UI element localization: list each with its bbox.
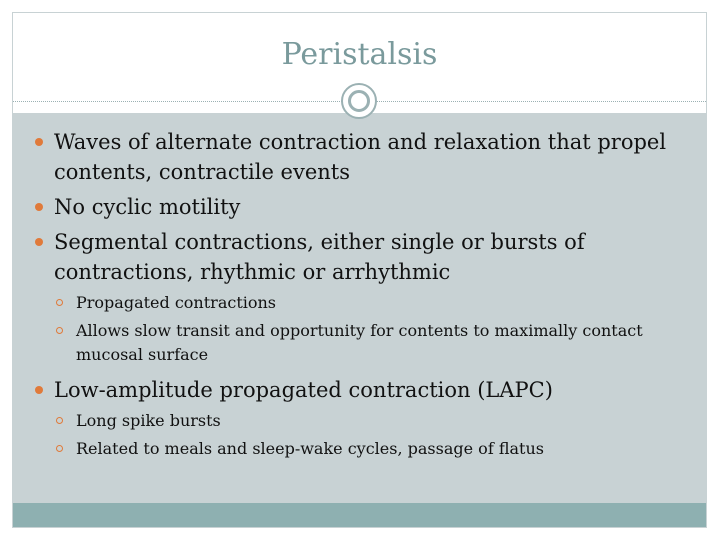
bullet-dot-icon — [35, 386, 43, 394]
bullet-text: No cyclic motility — [54, 195, 241, 219]
sub-bullet-item — [54, 291, 685, 315]
inner-ring-icon — [348, 90, 370, 112]
bottom-bar — [13, 503, 706, 527]
sub-bullet-text: Allows slow transit and opportunity for contents to maximally contact mucosal surface — [76, 321, 643, 364]
ring-bullet-icon — [56, 299, 63, 306]
ring-bullet-icon — [56, 445, 63, 452]
bullet-dot-icon — [35, 238, 43, 246]
bullet-text: Segmental contractions, either single or bursts of contractions, rhythmic or arrhythmic — [54, 230, 585, 284]
content-area — [13, 113, 706, 503]
sub-bullet-item — [54, 319, 685, 367]
sub-bullet-text: Propagated contractions — [76, 293, 277, 312]
sub-bullet-list — [54, 409, 685, 461]
bullet-item — [35, 192, 685, 222]
sub-bullet-item — [54, 409, 685, 433]
bullet-list — [35, 127, 685, 469]
slide-frame — [12, 12, 707, 528]
title-ring-ornament-icon — [341, 83, 377, 119]
ring-bullet-icon — [56, 327, 63, 334]
bullet-text: Low-amplitude propagated contraction (LAPC) — [54, 378, 553, 402]
ring-bullet-icon — [56, 417, 63, 424]
sub-bullet-text: Related to meals and sleep-wake cycles, passage of flatus — [76, 439, 544, 458]
sub-bullet-text: Long spike bursts — [76, 411, 221, 430]
bullet-text: Waves of alternate contraction and relaxation that propel contents, contractile events — [54, 130, 667, 184]
sub-bullet-list — [54, 291, 685, 367]
bullet-item — [35, 127, 685, 187]
bullet-dot-icon — [35, 138, 43, 146]
slide-title: Peristalsis — [281, 37, 438, 72]
bullet-dot-icon — [35, 203, 43, 211]
bullet-item — [35, 375, 685, 461]
bullet-item — [35, 227, 685, 367]
sub-bullet-item — [54, 437, 685, 461]
